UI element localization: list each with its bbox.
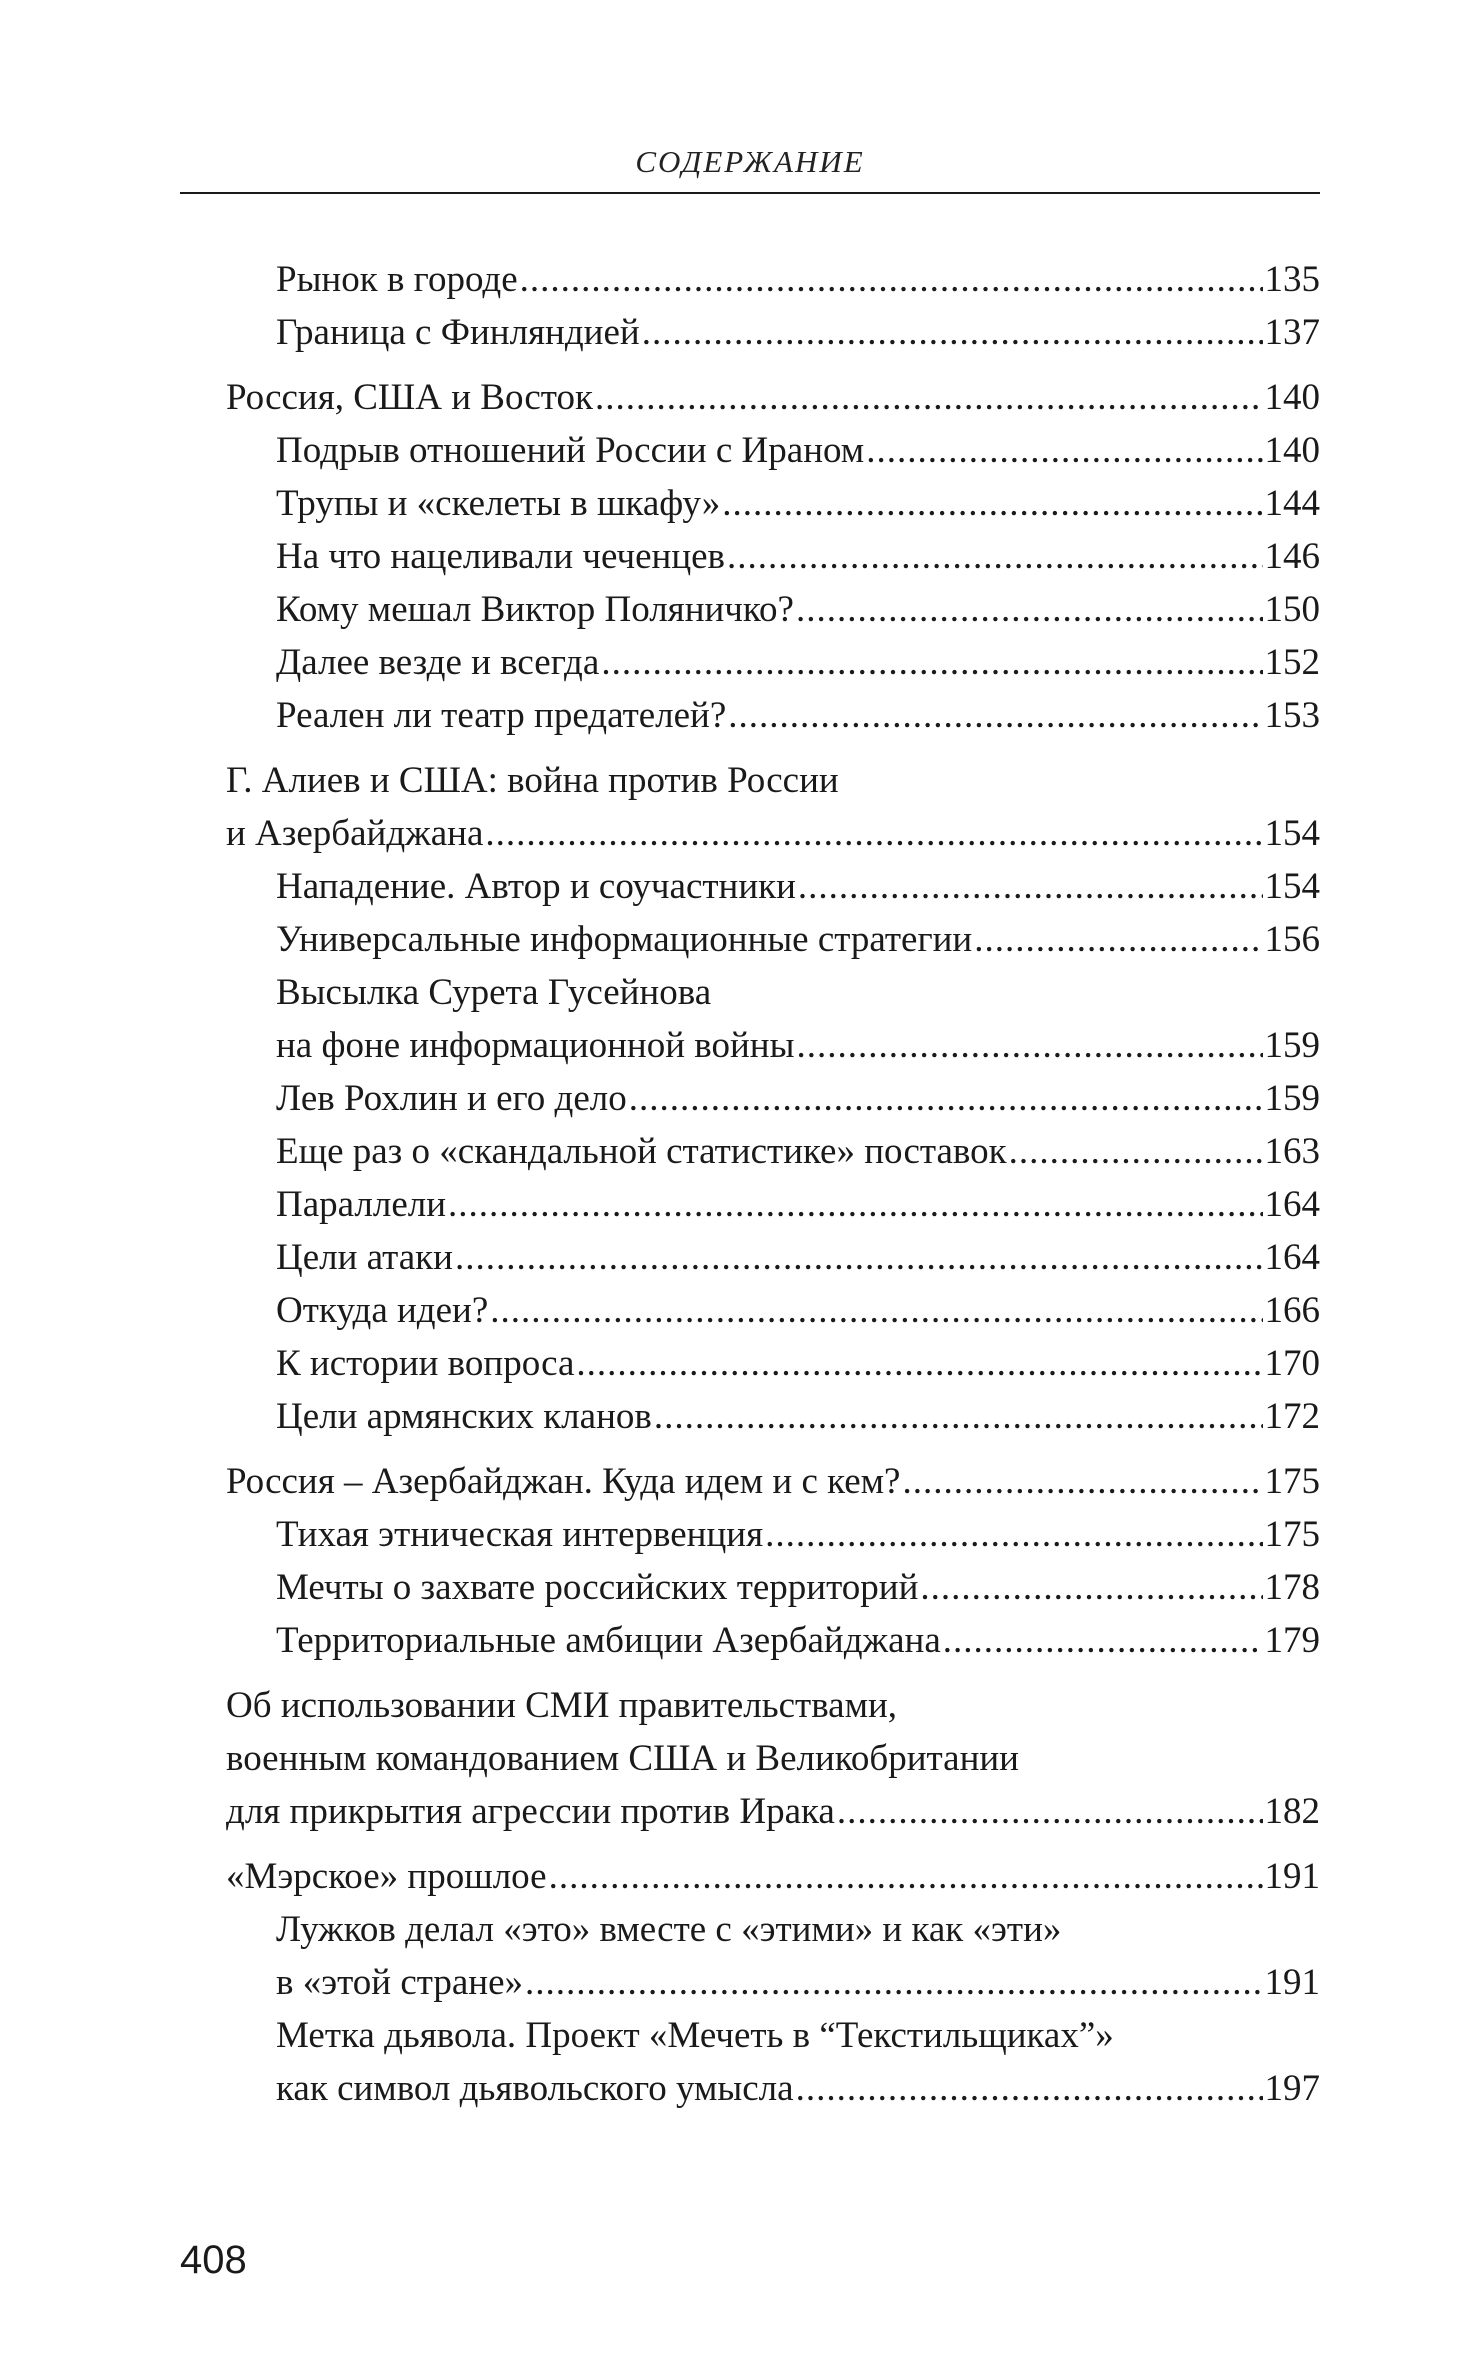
running-header-title: СОДЕРЖАНИЕ	[635, 144, 865, 179]
dot-leader	[796, 2062, 1263, 2115]
toc-subentry-line-text: Лужков делал «это» вместе с «этими» и как «эти»	[276, 1909, 1062, 1950]
toc-section-title-line: Об использовании СМИ правительствами,	[226, 1685, 898, 1726]
header-rule	[180, 192, 1320, 194]
dot-leader	[490, 1284, 1262, 1337]
entry-page-number: 159	[1264, 1025, 1320, 1066]
entry-title: на фоне информационной войны	[276, 1025, 795, 1066]
entry-page-number: 150	[1264, 589, 1320, 630]
entry-page-number: 159	[1264, 1078, 1320, 1119]
toc-section-entry	[226, 1679, 1320, 1838]
dot-leader	[448, 1178, 1262, 1231]
entry-title: Реален ли театр предателей?	[276, 695, 727, 736]
entry-title: Тихая этническая интервенция	[276, 1514, 764, 1555]
dot-leader	[974, 913, 1262, 966]
toc-subentry-line[interactable]	[276, 1072, 1320, 1125]
entry-page-number: 146	[1264, 536, 1320, 577]
toc-subentry-line[interactable]	[276, 860, 1320, 913]
entry-page-number: 152	[1264, 642, 1320, 683]
entry-title: Далее везде и всегда	[276, 642, 600, 683]
toc-subentry	[226, 1284, 1320, 1337]
toc-section-title[interactable]	[226, 371, 1320, 424]
dot-leader	[920, 1561, 1262, 1614]
toc-subentry	[226, 306, 1320, 359]
entry-page-number: 156	[1264, 919, 1320, 960]
toc-section-entry	[226, 754, 1320, 860]
entry-page-number: 137	[1264, 312, 1320, 353]
dot-leader	[1009, 1125, 1263, 1178]
toc-subentry	[226, 424, 1320, 477]
dot-leader	[728, 689, 1262, 742]
entry-title: Лев Рохлин и его дело	[276, 1078, 627, 1119]
toc-section-title[interactable]	[226, 1785, 1320, 1838]
entry-title: Граница с Финляндией	[276, 312, 640, 353]
toc-subentry-line[interactable]	[276, 424, 1320, 477]
entry-title: Подрыв отношений России с Ираном	[276, 430, 865, 471]
toc-subentry	[226, 1903, 1320, 2009]
entry-page-number: 166	[1264, 1290, 1320, 1331]
dot-leader	[525, 1956, 1262, 2009]
toc-subentry	[226, 253, 1320, 306]
toc-subentry-line-text: Метка дьявола. Проект «Мечеть в “Текстильщиках”»	[276, 2015, 1114, 2056]
toc-section-title[interactable]	[226, 1455, 1320, 1508]
entry-title: Цели армянских кланов	[276, 1396, 652, 1437]
toc-subentry	[226, 477, 1320, 530]
toc-subentry-line[interactable]	[276, 530, 1320, 583]
entry-title: Цели атаки	[276, 1237, 453, 1278]
entry-page-number: 175	[1264, 1461, 1320, 1502]
toc-subentry-line[interactable]	[276, 1561, 1320, 1614]
toc-section-entry	[226, 371, 1320, 424]
entry-title: Откуда идеи?	[276, 1290, 489, 1331]
entry-page-number: 135	[1264, 259, 1320, 300]
entry-title: К истории вопроса	[276, 1343, 575, 1384]
toc-subentry	[226, 583, 1320, 636]
dot-leader	[595, 371, 1263, 424]
toc-section-title[interactable]	[226, 807, 1320, 860]
entry-title: «Мэрское» прошлое	[226, 1856, 547, 1897]
dot-leader	[576, 1337, 1262, 1390]
dot-leader	[455, 1231, 1263, 1284]
toc-subentry-line[interactable]	[276, 2062, 1320, 2115]
entry-page-number: 179	[1264, 1620, 1320, 1661]
toc-subentry	[226, 530, 1320, 583]
toc-section-entry	[226, 1455, 1320, 1508]
toc-subentry-line[interactable]	[276, 1178, 1320, 1231]
toc-subentry-line[interactable]	[276, 306, 1320, 359]
toc-section	[226, 754, 1320, 1443]
toc-subentry-line[interactable]	[276, 477, 1320, 530]
entry-title: Россия, США и Восток	[226, 377, 593, 418]
dot-leader	[722, 477, 1262, 530]
toc-section-entry	[226, 1850, 1320, 1903]
toc-subentry-line[interactable]	[276, 1614, 1320, 1667]
toc-subentry-line[interactable]	[276, 1019, 1320, 1072]
toc-section	[226, 1850, 1320, 2115]
dot-leader	[601, 636, 1262, 689]
entry-page-number: 170	[1264, 1343, 1320, 1384]
toc-section-title[interactable]	[226, 1850, 1320, 1903]
entry-title: Территориальные амбиции Азербайджана	[276, 1620, 941, 1661]
entry-page-number: 197	[1264, 2068, 1320, 2109]
toc-subentry	[226, 689, 1320, 742]
entry-title: Трупы и «скелеты в шкафу»	[276, 483, 721, 524]
toc-section-title-line: военным командованием США и Великобритании	[226, 1738, 1019, 1779]
entry-title: Мечты о захвате российских территорий	[276, 1567, 919, 1608]
toc-subentry-line[interactable]	[276, 583, 1320, 636]
entry-page-number: 154	[1264, 866, 1320, 907]
entry-title: и Азербайджана	[226, 813, 484, 854]
dot-leader	[837, 1785, 1263, 1838]
entry-page-number: 154	[1264, 813, 1320, 854]
toc-subentry	[226, 1231, 1320, 1284]
toc-section	[226, 371, 1320, 742]
toc-subentry	[226, 1178, 1320, 1231]
dot-leader	[727, 530, 1262, 583]
dot-leader	[902, 1455, 1262, 1508]
dot-leader	[796, 583, 1263, 636]
toc-subentry	[226, 1614, 1320, 1667]
toc-section	[226, 1679, 1320, 1838]
entry-title: Россия – Азербайджан. Куда идем и с кем?	[226, 1461, 901, 1502]
entry-page-number: 178	[1264, 1567, 1320, 1608]
dot-leader	[549, 1850, 1263, 1903]
toc-subentry-line[interactable]	[276, 1956, 1320, 2009]
page-number: 408	[180, 2238, 247, 2282]
entry-page-number: 164	[1264, 1237, 1320, 1278]
entry-title: Кому мешал Виктор Поляничко?	[276, 589, 794, 630]
toc-subentry	[226, 860, 1320, 913]
toc-subentry	[226, 1561, 1320, 1614]
toc-subentry-line[interactable]	[276, 913, 1320, 966]
entry-page-number: 164	[1264, 1184, 1320, 1225]
table-of-contents	[226, 253, 1320, 2127]
dot-leader	[642, 306, 1263, 359]
entry-title: как символ дьявольского умысла	[276, 2068, 794, 2109]
toc-subentry-line-text: Высылка Сурета Гусейнова	[276, 972, 712, 1013]
toc-subentry	[226, 1072, 1320, 1125]
entry-page-number: 182	[1264, 1791, 1320, 1832]
entry-page-number: 191	[1264, 1962, 1320, 2003]
toc-subentry	[226, 2009, 1320, 2115]
toc-subentry	[226, 966, 1320, 1072]
toc-subentry	[226, 636, 1320, 689]
dot-leader	[485, 807, 1262, 860]
toc-subentry	[226, 913, 1320, 966]
toc-subentry	[226, 1125, 1320, 1178]
toc-subentry-line[interactable]	[276, 689, 1320, 742]
toc-subentry-line[interactable]	[276, 1231, 1320, 1284]
toc-subentry	[226, 1508, 1320, 1561]
entry-title: Нападение. Автор и соучастники	[276, 866, 796, 907]
entry-page-number: 175	[1264, 1514, 1320, 1555]
dot-leader	[866, 424, 1262, 477]
toc-subentry-line[interactable]	[276, 636, 1320, 689]
entry-page-number: 163	[1264, 1131, 1320, 1172]
entry-title: На что нацеливали чеченцев	[276, 536, 726, 577]
toc-subentry	[226, 1390, 1320, 1443]
dot-leader	[654, 1390, 1263, 1443]
dot-leader	[520, 253, 1263, 306]
toc-subentry-line[interactable]	[276, 1284, 1320, 1337]
toc-continued-group	[226, 253, 1320, 359]
toc-subentry	[226, 1337, 1320, 1390]
toc-subentry-line[interactable]	[276, 1390, 1320, 1443]
dot-leader	[943, 1614, 1263, 1667]
entry-title: Универсальные информационные стратегии	[276, 919, 973, 960]
entry-title: Еще раз о «скандальной статистике» поставок	[276, 1131, 1007, 1172]
entry-page-number: 140	[1264, 377, 1320, 418]
entry-title: в «этой стране»	[276, 1962, 524, 2003]
entry-title: для прикрытия агрессии против Ирака	[226, 1791, 835, 1832]
entry-page-number: 144	[1264, 483, 1320, 524]
toc-subentry-line[interactable]	[276, 253, 1320, 306]
dot-leader	[796, 1019, 1262, 1072]
dot-leader	[765, 1508, 1262, 1561]
entry-page-number: 140	[1264, 430, 1320, 471]
toc-subentry-line[interactable]	[276, 1337, 1320, 1390]
entry-page-number: 172	[1264, 1396, 1320, 1437]
dot-leader	[798, 860, 1263, 913]
toc-section	[226, 1455, 1320, 1667]
entry-page-number: 153	[1264, 695, 1320, 736]
toc-subentry-line[interactable]	[276, 1508, 1320, 1561]
entry-page-number: 191	[1264, 1856, 1320, 1897]
toc-section-title-line: Г. Алиев и США: война против России	[226, 760, 839, 801]
entry-title: Рынок в городе	[276, 259, 518, 300]
entry-title: Параллели	[276, 1184, 447, 1225]
toc-subentry-line[interactable]	[276, 1125, 1320, 1178]
dot-leader	[629, 1072, 1263, 1125]
